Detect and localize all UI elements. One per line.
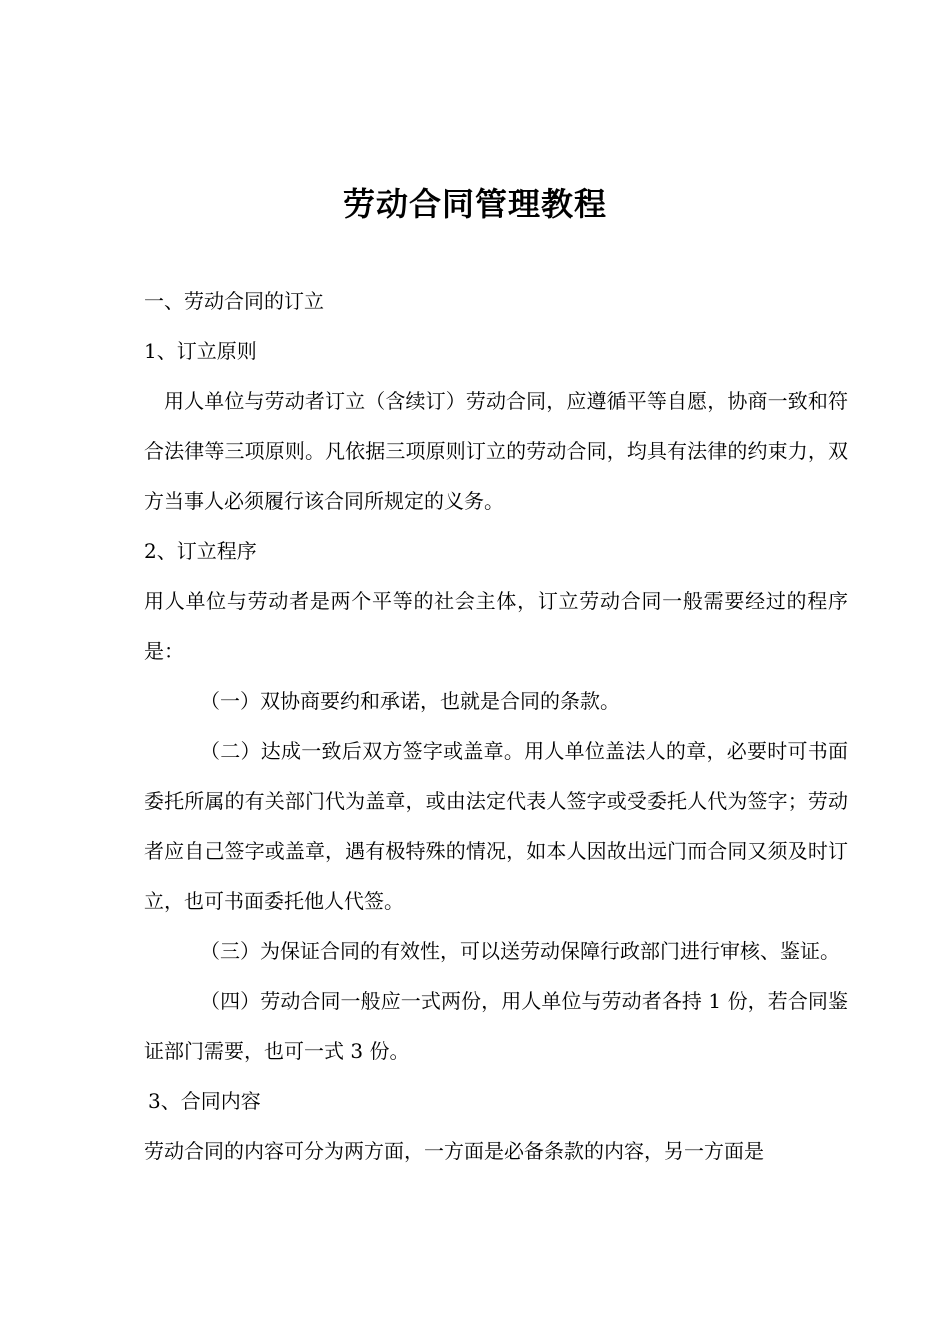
paragraph-contract-content: 劳动合同的内容可分为两方面，一方面是必备条款的内容，另一方面是 [144,1139,764,1163]
paragraph-principles: 用人单位与劳动者订立（含续订）劳动合同，应遵循平等自愿，协商一致和符合法律等三项原则。凡依据三项原则订立的劳动合同，均具有法律的约束力，双方当事人必须履行该合同所规定的义务。 [144,389,848,513]
document-body [144,276,848,1176]
subsection-heading-3: 3、合同内容 [148,1089,261,1113]
document-title: 劳动合同管理教程 [342,185,607,223]
procedure-item-1: （一）双协商要约和承诺，也就是合同的条款。 [200,689,620,713]
subsection-heading-1: 1、订立原则 [144,339,257,363]
procedure-item-3: （三）为保证合同的有效性，可以送劳动保障行政部门进行审核、鉴证。 [200,939,840,963]
procedure-item-4: （四）劳动合同一般应一式两份，用人单位与劳动者各持 1 份，若合同鉴证部门需要，也可一式 3 份。 [144,989,848,1063]
procedure-item-2: （二）达成一致后双方签字或盖章。用人单位盖法人的章，必要时可书面委托所属的有关部门代为盖章，或由法定代表人签字或受委托人代为签字；劳动者应自己签字或盖章，遇有极特殊的情况，如本人因故出远门而合同又须及时订立，也可书面委托他人代签。 [144,739,848,913]
paragraph-procedure-intro: 用人单位与劳动者是两个平等的社会主体，订立劳动合同一般需要经过的程序是： [144,589,848,663]
subsection-heading-2: 2、订立程序 [144,539,257,563]
section-heading-1: 一、劳动合同的订立 [144,289,324,313]
